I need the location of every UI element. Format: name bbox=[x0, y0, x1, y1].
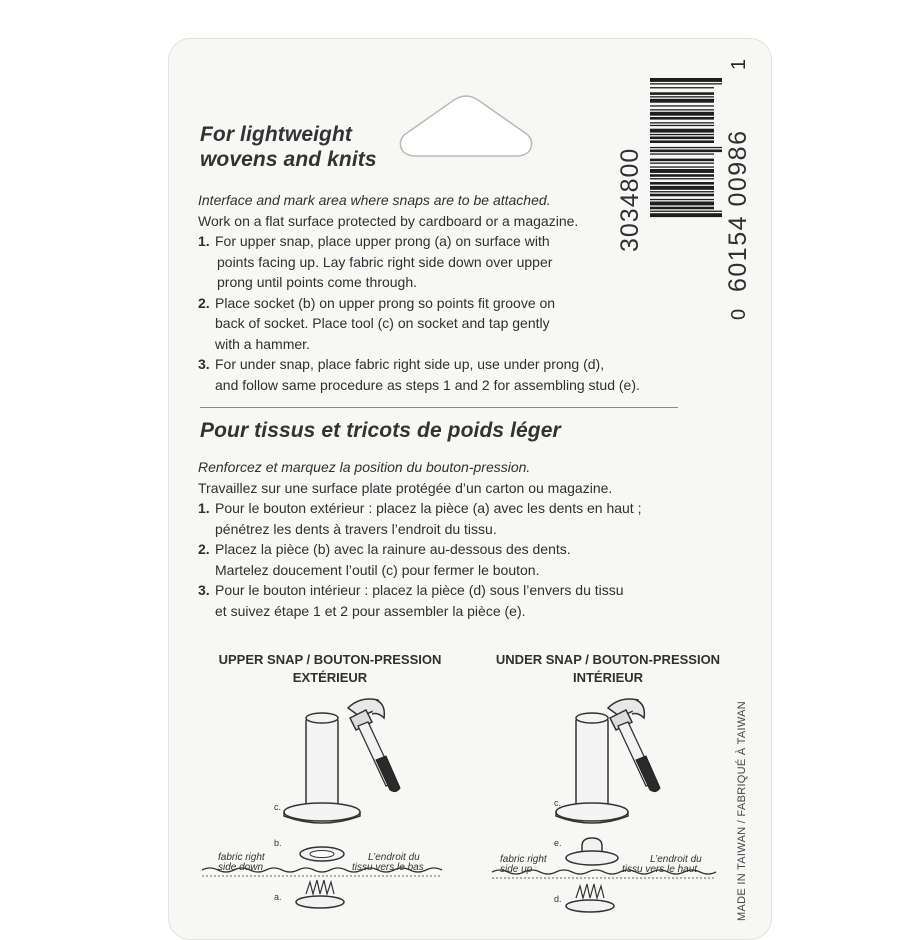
upc-first-digit: 0 bbox=[728, 308, 750, 320]
upper-prong-icon bbox=[296, 880, 344, 908]
sku-number: 3034800 bbox=[616, 147, 644, 252]
setting-tool-icon bbox=[284, 713, 360, 823]
barcode-bar bbox=[650, 182, 714, 185]
barcode-bar bbox=[650, 96, 714, 97]
label-d: d. bbox=[554, 894, 562, 904]
barcode-bar bbox=[650, 159, 714, 162]
barcode-bar bbox=[650, 92, 714, 95]
fabric-fr-label-1: L’endroit du bbox=[650, 854, 702, 865]
under-snap-title: UNDER SNAP / BOUTON-PRESSION INTÉRIEUR bbox=[495, 652, 721, 685]
barcode-bar bbox=[650, 153, 714, 154]
socket-icon bbox=[300, 847, 344, 861]
french-instructions bbox=[198, 457, 641, 621]
barcode-bar bbox=[650, 147, 722, 148]
upper-snap-title: UPPER SNAP / BOUTON-PRESSION EXTÉRIEUR bbox=[218, 652, 442, 685]
fabric-en-label-1: fabric right bbox=[500, 854, 547, 865]
barcode-bar bbox=[650, 202, 714, 206]
french-step-2: 2. Placez la pièce (b) avec la rainure au-dessous des dents. Martelez doucement l’outil (c) pour fermer le bouton. bbox=[198, 541, 571, 578]
barcode-bar bbox=[650, 194, 714, 197]
hang-hole-icon bbox=[396, 92, 536, 158]
made-in-label: MADE IN TAIWAN / FABRIQUÉ À TAIWAN bbox=[736, 700, 748, 921]
label-c: c. bbox=[554, 798, 562, 808]
barcode-bar bbox=[650, 78, 722, 82]
label-b: b. bbox=[274, 838, 282, 848]
french-step-3: 3. Pour le bouton intérieur : placez la pièce (d) sous l’envers du tissu et suivez étape 1 et 2 pour assembler la pièce (e). bbox=[198, 582, 624, 619]
french-step-1: 1. Pour le bouton extérieur : placez la pièce (a) avec les dents en haut ; pénétrez les dents à travers l’endroit du tissu. bbox=[198, 500, 642, 537]
barcode-bar bbox=[650, 112, 714, 116]
barcode-bar bbox=[650, 129, 714, 133]
upc-last-digit: 1 bbox=[728, 58, 750, 70]
hammer-icon bbox=[348, 699, 400, 792]
french-intro-2: Travaillez sur une surface plate protégée d’un carton ou magazine. bbox=[198, 479, 613, 496]
barcode-bar bbox=[650, 105, 714, 106]
fabric-en-label-1: fabric right bbox=[218, 852, 265, 863]
barcode-bar bbox=[650, 207, 714, 210]
barcode-bar bbox=[650, 117, 714, 120]
barcode-icon bbox=[650, 78, 722, 314]
barcode-bar bbox=[650, 150, 722, 153]
barcode-bar bbox=[650, 211, 722, 212]
english-title: For lightweight wovens and knits bbox=[200, 123, 377, 171]
stud-icon bbox=[566, 838, 618, 865]
english-step-1: 1. For upper snap, place upper prong (a) on surface with points facing up. Lay fabric right side down over upper prong until points come through. bbox=[198, 233, 553, 290]
label-e: e. bbox=[554, 838, 562, 848]
label-a: a. bbox=[274, 892, 282, 902]
fabric-fr-label-2: tissu vers le bas bbox=[352, 862, 424, 873]
barcode-bar bbox=[650, 174, 714, 177]
english-intro: Interface and mark area where snaps are to be attached. bbox=[198, 192, 551, 208]
english-step-3: 3. For under snap, place fabric right side up, use under prong (d), and follow same procedure as steps 1 and 2 for assembling stud (e). bbox=[198, 356, 640, 393]
fabric-fr-label-1: L’endroit du bbox=[368, 852, 420, 863]
english-instructions bbox=[198, 190, 640, 395]
section-divider bbox=[200, 407, 678, 408]
barcode-bar bbox=[650, 166, 714, 167]
barcode-bar bbox=[650, 137, 714, 140]
barcode-bar bbox=[650, 199, 714, 200]
barcode-bar bbox=[650, 140, 714, 143]
barcode-bar bbox=[650, 83, 722, 84]
barcode-bar bbox=[650, 213, 722, 217]
barcode-bar bbox=[650, 178, 714, 179]
barcode-bar bbox=[650, 122, 714, 123]
fabric-fr-label-2: tissu vers le haut. bbox=[622, 864, 700, 875]
under-snap-diagram bbox=[490, 688, 750, 921]
barcode-bar bbox=[650, 169, 714, 173]
fabric-en-label-2: side down bbox=[218, 862, 264, 873]
barcode-bar bbox=[650, 134, 714, 135]
upper-snap-diagram bbox=[200, 688, 460, 921]
english-step-2: 2. Place socket (b) on upper prong so points fit groove on back of socket. Place tool (c) on socket and tap gently with a hammer. bbox=[198, 294, 556, 352]
barcode-bar bbox=[650, 99, 714, 103]
hammer-icon bbox=[608, 699, 660, 792]
upc-digits: 60154 00986 bbox=[724, 129, 752, 292]
barcode-bar bbox=[650, 186, 714, 190]
french-title: Pour tissus et tricots de poids léger bbox=[200, 419, 561, 442]
barcode-bar bbox=[650, 125, 714, 126]
barcode-bar bbox=[650, 87, 714, 88]
barcode-bar bbox=[650, 191, 714, 192]
english-intro-2: Work on a flat surface protected by cardboard or a magazine. bbox=[198, 212, 579, 229]
barcode-bar bbox=[650, 163, 714, 164]
fabric-en-label-2: side up bbox=[500, 864, 533, 875]
label-c: c. bbox=[274, 802, 282, 812]
french-intro: Renforcez et marquez la position du bouton-pression. bbox=[198, 459, 531, 475]
under-prong-icon bbox=[566, 884, 614, 912]
barcode-bar bbox=[650, 109, 714, 110]
